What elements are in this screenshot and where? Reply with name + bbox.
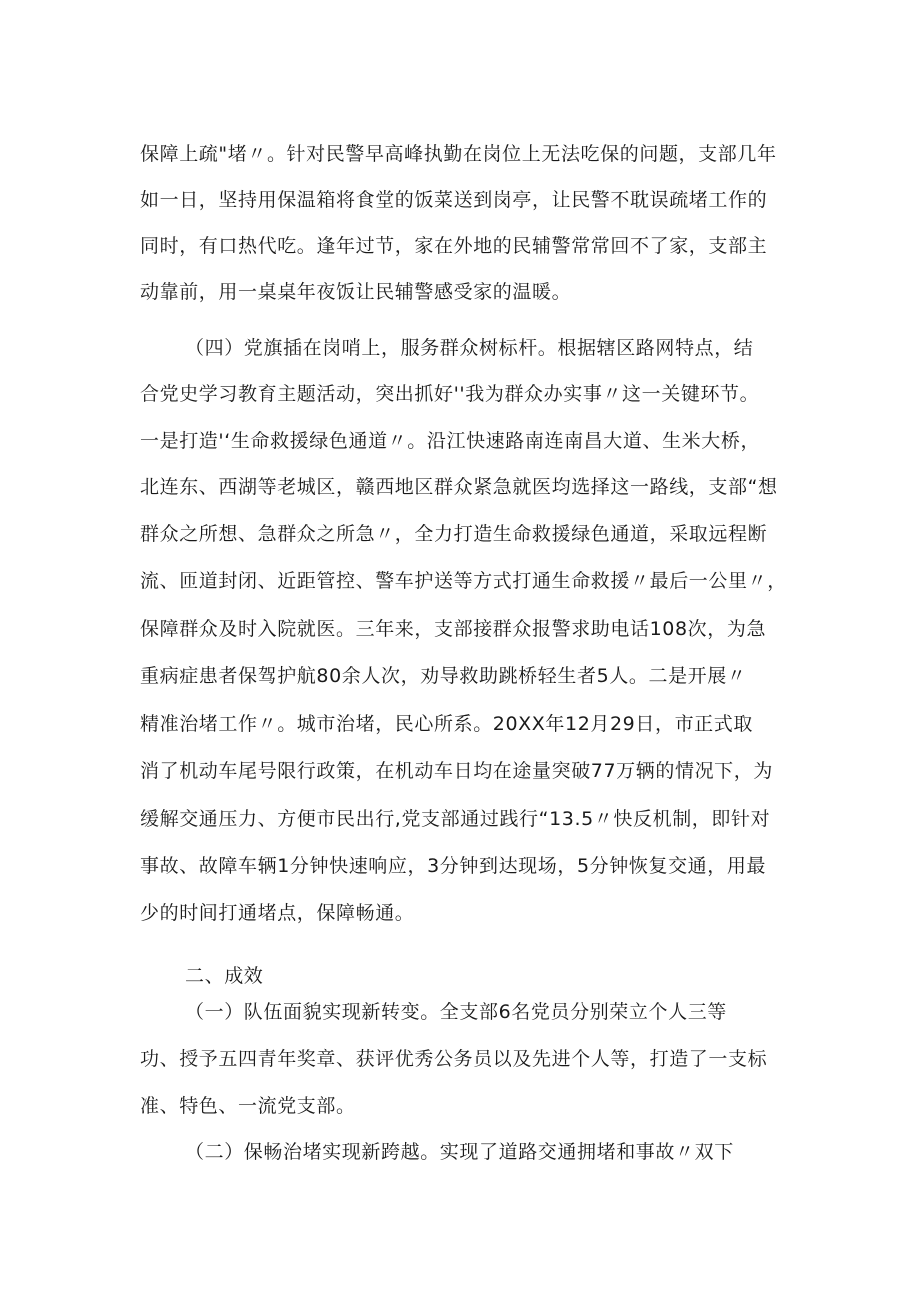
paragraph-line: （二）保畅治堵实现新跨越。实现了道路交通拥堵和事故〃双下 bbox=[185, 1141, 734, 1163]
paragraph-line: 重病症患者保驾护航80余人次，劝导救助跳桥轻生者5人。二是开展〃 bbox=[140, 665, 747, 687]
paragraph-line: （一）队伍面貌实现新转变。全支部6名党员分别荣立个人三等 bbox=[185, 1001, 727, 1023]
paragraph-line: （四）党旗插在岗哨上，服务群众树标杆。根据辖区路网特点，结 bbox=[185, 337, 754, 359]
paragraph-line: 动靠前，用一桌桌年夜饭让民辅警感受家的温暖。 bbox=[140, 281, 572, 303]
paragraph-line: 精准治堵工作〃。城市治堵，民心所系。20XX年12月29日，市正式取 bbox=[140, 713, 753, 735]
paragraph-line: 消了机动车尾号限行政策，在机动车日均在途量突破77万辆的情况下，为 bbox=[140, 760, 773, 782]
paragraph-line: 群众之所想、急群众之所急〃，全力打造生命救援绿色通道，采取远程断 bbox=[140, 523, 768, 545]
paragraph-line: 少的时间打通堵点，保障畅通。 bbox=[140, 902, 415, 924]
paragraph-line: 一是打造'‘生命救援绿色通道〃。沿江快速路南连南昌大道、生米大桥， bbox=[140, 430, 761, 452]
section-heading: 二、成效 bbox=[185, 965, 264, 987]
paragraph-line: 准、特色、一流党支部。 bbox=[140, 1095, 356, 1117]
paragraph-line: 合党史学习教育主题活动，突出抓好''我为群众办实事〃这一关键环节。 bbox=[140, 383, 760, 405]
paragraph-line: 保障上疏"堵〃。针对民警早高峰执勤在岗位上无法吃保的问题，支部几年 bbox=[140, 143, 777, 165]
paragraph-line: 功、授予五四青年奖章、获评优秀公务员以及先进个人等，打造了一支标 bbox=[140, 1048, 768, 1070]
paragraph-line: 事故、故障车辆1分钟快速响应，3分钟到达现场，5分钟恢复交通，用最 bbox=[140, 855, 767, 877]
paragraph-line: 保障群众及时入院就医。三年来，支部接群众报警求助电话108次，为急 bbox=[140, 618, 767, 640]
paragraph-line: 缓解交通压力、方便市民出行,党支部通过践行“13.5〃快反机制，即针对 bbox=[140, 808, 771, 830]
paragraph-line: 如一日，坚持用保温箱将食堂的饭菜送到岗亭，让民警不耽误疏堵工作的 bbox=[140, 189, 768, 211]
paragraph-line: 流、匝道封闭、近距管控、警车护送等方式打通生命救援〃最后一公里〃， bbox=[140, 570, 787, 592]
paragraph-line: 北连东、西湖等老城区，赣西地区群众紧急就医均选择这一路线，支部“想 bbox=[140, 476, 778, 498]
paragraph-line: 同时，有口热代吃。逢年过节，家在外地的民辅警常常回不了家，支部主 bbox=[140, 235, 768, 257]
